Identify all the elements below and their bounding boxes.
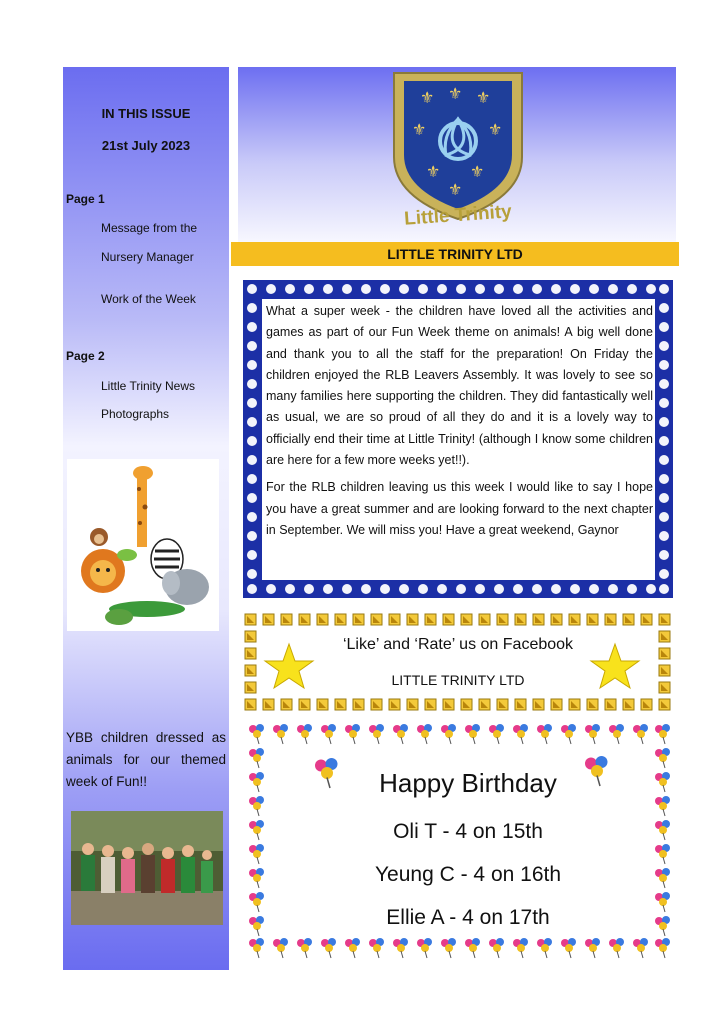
message-paragraph: What a super week - the children have loved all the activities and games as part of our Fun Week theme on animals! A big well done and thank you to all the staff for the preparation! On Friday the children enjoyed the RLB Leavers Assembly. It was lovely to see so many families here supporting the children. They did fantastically well as usual, we are so proud of all they do and it is a lovely way to officially end their time at Little Trinity! (although I know some children are here for a few more weeks yet!!). <box>266 304 653 468</box>
photo-caption: YBB children dressed as animals for our themed week of Fun!! <box>66 730 226 789</box>
manager-message <box>266 301 653 547</box>
animals-illustration <box>67 459 219 631</box>
svg-text:⚜: ⚜ <box>470 162 485 181</box>
sidebar <box>63 67 229 970</box>
page1-label: Page 1 <box>66 192 105 206</box>
logo-text: Little Trinity <box>403 201 513 230</box>
svg-text:⚜: ⚜ <box>488 120 503 139</box>
facebook-name: LITTLE TRINITY LTD <box>391 672 525 688</box>
svg-text:⚜: ⚜ <box>476 88 491 107</box>
issue-heading: IN THIS ISSUE <box>101 106 191 121</box>
svg-text:⚜: ⚜ <box>426 162 441 181</box>
birthday-entry: Yeung C - 4 on 16th <box>374 863 562 886</box>
birthday-title: Happy Birthday <box>379 768 557 798</box>
contents-item: Nursery Manager <box>101 250 194 264</box>
svg-text:⚜: ⚜ <box>448 180 463 199</box>
message-paragraph: For the RLB children leaving us this week I would like to say I hope you have a great summer and are looking forward to the next chapter in September. We will miss you! Have a great weekend, Gaynor <box>266 480 653 537</box>
header-band <box>238 67 676 242</box>
contents-item: Little Trinity News <box>101 379 196 393</box>
facebook-box <box>243 612 673 712</box>
svg-text:⚜: ⚜ <box>448 84 463 103</box>
children-photo <box>71 811 223 925</box>
svg-text:⚜: ⚜ <box>420 88 435 107</box>
contents-item: Message from the <box>101 221 198 235</box>
facebook-prompt: ‘Like’ and ‘Rate’ us on Facebook <box>342 636 574 653</box>
birthday-entry: Ellie A - 4 on 17th <box>386 906 550 929</box>
page2-label: Page 2 <box>66 349 105 363</box>
svg-text:⚜: ⚜ <box>412 120 427 139</box>
issue-date: 21st July 2023 <box>101 138 191 153</box>
birthday-entry: Oli T - 4 on 15th <box>393 820 543 843</box>
newsletter-title: LITTLE TRINITY LTD <box>231 242 679 266</box>
contents-item: Photographs <box>101 407 170 421</box>
contents-item: Work of the Week <box>101 292 196 306</box>
